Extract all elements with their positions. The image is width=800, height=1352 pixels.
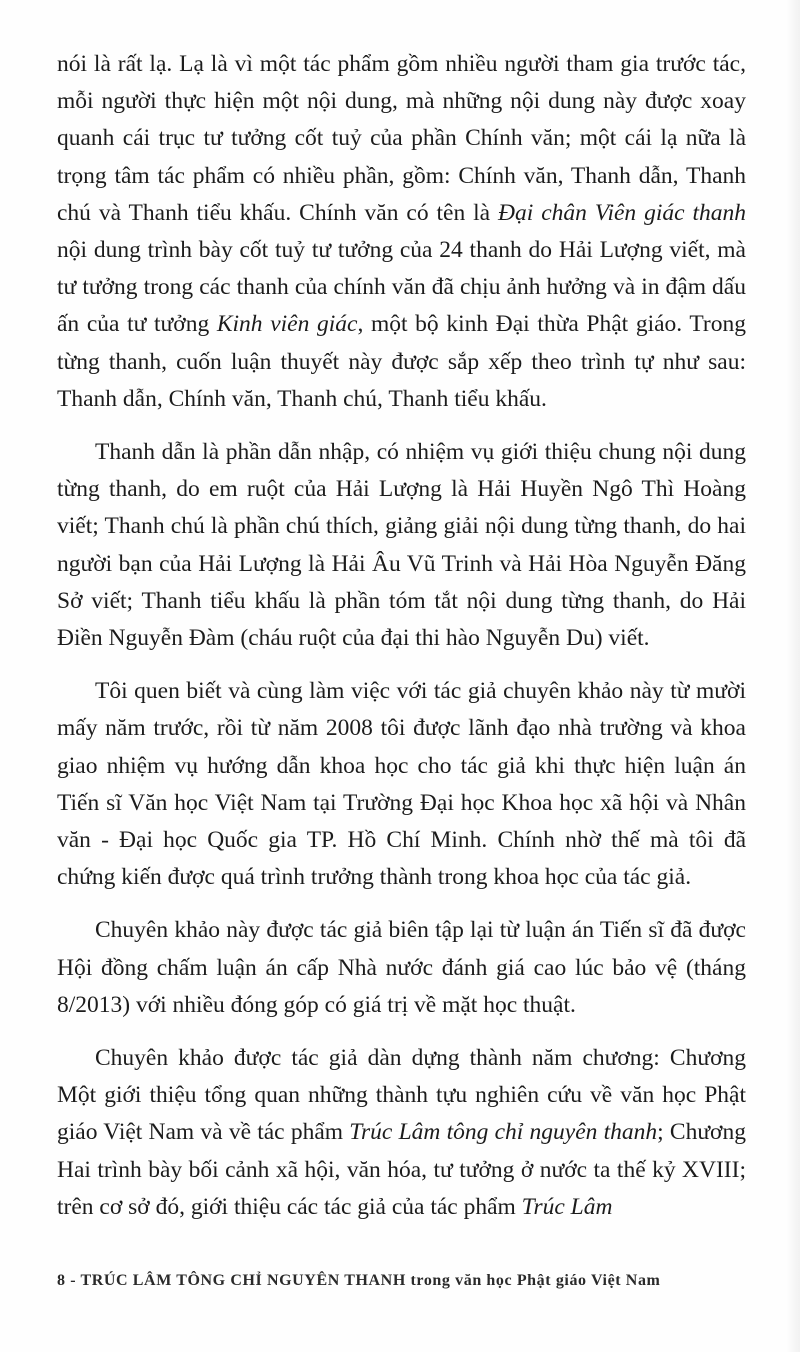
text-run: Chuyên khảo này được tác giả biên tập lại từ luận án Tiến sĩ đã được Hội đồng chấm luận án cấp Nhà nước đánh giá cao lúc bảo vệ (tháng 8/2013) với nhiều đóng góp có giá trị về mặt học thuật.: [57, 917, 746, 1018]
page-body: [57, 46, 746, 1226]
italic-text-run: Đại chân Viên giác thanh: [498, 199, 747, 226]
page-footer: [57, 1272, 745, 1290]
text-run: ; Chương Hai trình bày bối cảnh xã hội, văn hóa, tư tưởng ở nước ta thế kỷ XVIII; trên cơ sở đó, giới thiệu các tác giả của tác phẩm: [57, 1119, 746, 1220]
italic-text-run: Trúc Lâm: [521, 1193, 613, 1220]
text-run: nói là rất lạ. Lạ là vì một tác phẩm gồm nhiều người tham gia trước tác, mỗi người thực hiện một nội dung, mà những nội dung này được xoay quanh cái trục tư tưởng cốt tuỷ của phần Chính văn; một cái lạ nữa là trọng tâm tác phẩm có nhiều phần, gồm: Chính văn, Thanh dẫn, Thanh chú và Thanh tiểu khấu. Chính văn có tên là: [57, 51, 746, 226]
paragraph: [57, 434, 746, 657]
italic-text-run: Kinh viên giác: [216, 311, 358, 338]
paragraph: [57, 912, 746, 1024]
text-run: Thanh dẫn là phần dẫn nhập, có nhiệm vụ giới thiệu chung nội dung từng thanh, do em ruột của Hải Lượng là Hải Huyền Ngô Thì Hoàng viết; Thanh chú là phần chú thích, giảng giải nội dung từng thanh, do hai người bạn của Hải Lượng là Hải Âu Vũ Trinh và Hải Hòa Nguyễn Đăng Sở viết; Thanh tiểu khấu là phần tóm tắt nội dung từng thanh, do Hải Điền Nguyễn Đàm (cháu ruột của đại thi hào Nguyễn Du) viết.: [57, 439, 746, 652]
text-run: , một bộ kinh Đại thừa Phật giáo. Trong từng thanh, cuốn luận thuyết này được sắp xếp theo trình tự như sau: Thanh dẫn, Chính văn, Thanh chú, Thanh tiểu khấu.: [57, 311, 747, 412]
footer-text: 8 - TRÚC LÂM TÔNG CHỈ NGUYÊN THANH trong văn học Phật giáo Việt Nam: [57, 1272, 661, 1289]
paragraph: [57, 46, 746, 418]
text-run: Chuyên khảo được tác giả dàn dựng thành năm chương: Chương Một giới thiệu tổng quan những thành tựu nghiên cứu về văn học Phật giáo Việt Nam và về tác phẩm: [57, 1045, 746, 1146]
paragraph: [57, 1040, 746, 1226]
paragraph: [57, 673, 746, 896]
text-run: Tôi quen biết và cùng làm việc với tác giả chuyên khảo này từ mười mấy năm trước, rồi từ năm 2008 tôi được lãnh đạo nhà trường và khoa giao nhiệm vụ hướng dẫn khoa học cho tác giả khi thực hiện luận án Tiến sĩ Văn học Việt Nam tại Trường Đại học Khoa học xã hội và Nhân văn - Đại học Quốc gia TP. Hồ Chí Minh. Chính nhờ thế mà tôi đã chứng kiến được quá trình trưởng thành trong khoa học của tác giả.: [57, 678, 746, 891]
text-run: nội dung trình bày cốt tuỷ tư tưởng của 24 thanh do Hải Lượng viết, mà tư tưởng trong các thanh của chính văn đã chịu ảnh hưởng và in đậm dấu ấn của tư tưởng: [57, 237, 746, 338]
italic-text-run: Trúc Lâm tông chỉ nguyên thanh: [349, 1119, 658, 1146]
